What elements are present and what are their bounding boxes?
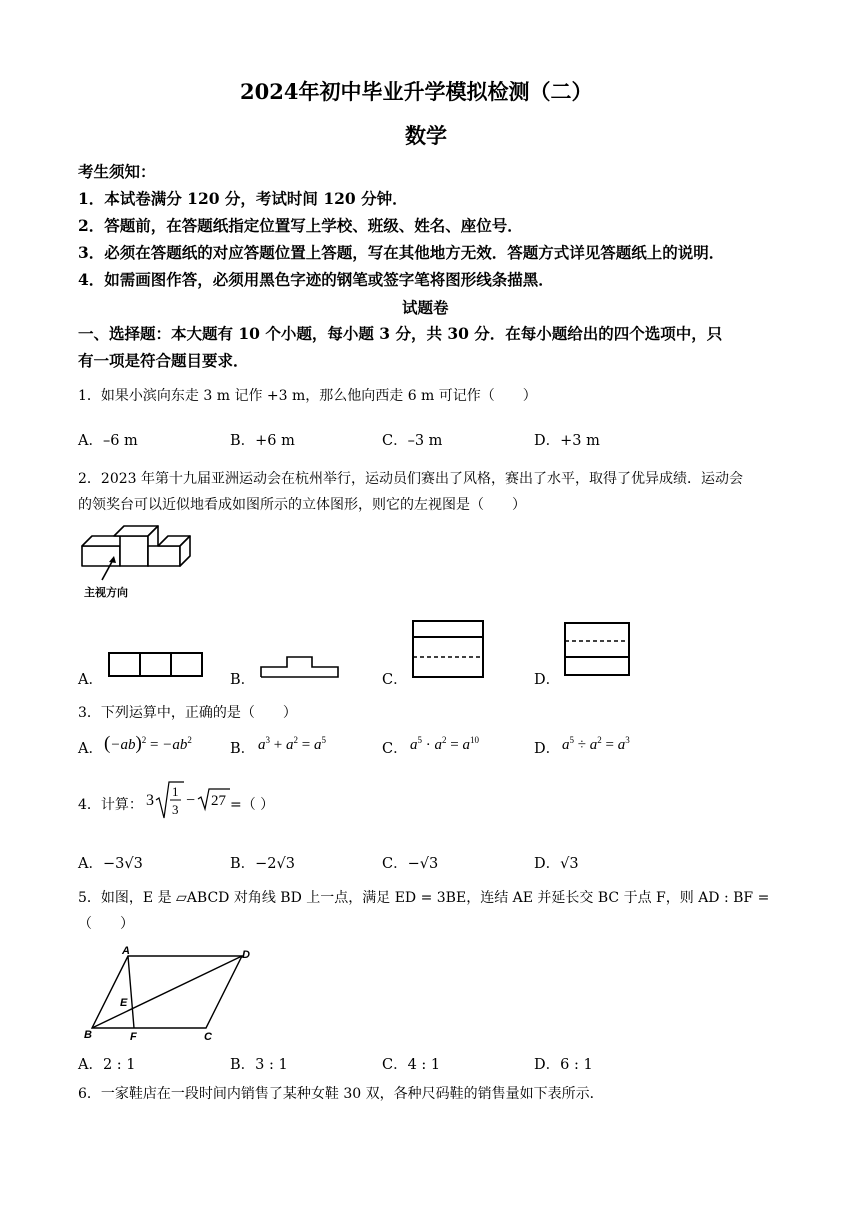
q2-stem-line1: 2．2023 年第十九届亚洲运动会在杭州举行，运动员们赛出了风格，赛出了水平，取得了优异成绩．运动会 (78, 471, 743, 487)
q5-option-b: B．3 : 1 (230, 1057, 288, 1073)
svg-text:27: 27 (211, 793, 226, 809)
q3-option-c-expression: $a^5 \cdot a^2 = a^{10}$ (410, 735, 479, 753)
q5-stem-line2: （ ） (78, 916, 134, 932)
q3-option-d-expression: $a^5 \div a^2 = a^3$ (562, 735, 630, 753)
q3-option-b-letter: B． (230, 741, 256, 757)
point-label-e: E (120, 997, 128, 1009)
figure-caption-view-direction: 主视方向 (84, 586, 128, 599)
q1-option-d: D．+3 m (534, 433, 600, 449)
q1-stem: 1．如果小滨向东走 3 m 记作 +3 m，那么他向西走 6 m 可记作（ ） (78, 388, 537, 404)
q2-option-b-letter: B． (230, 672, 256, 688)
notice-item-3: 3．必须在答题纸的对应答题位置上答题，写在其他地方无效．答题方式详见答题纸上的说明． (78, 243, 725, 262)
q5-stem-line1: 5．如图，E 是 ▱ABCD 对角线 BD 上一点，满足 ED = 3BE，连结 AE 并延长交 BC 于点 F，则 AD : BF = (78, 890, 770, 906)
q3-option-c-letter: C． (382, 741, 408, 757)
q5-option-c: C．4 : 1 (382, 1057, 441, 1073)
q1-option-c: C．–3 m (382, 433, 443, 449)
q4-radical-expression (144, 776, 236, 822)
section1-line1: 一、选择题：本大题有 10 个小题，每小题 3 分，共 30 分．在每小题给出的四个选项中，只 (78, 324, 723, 343)
q2-option-d-letter: D． (534, 672, 561, 688)
exam-subject: 数学 (405, 123, 447, 148)
q4-option-b: B．−2√3 (230, 856, 295, 872)
svg-text:3: 3 (146, 792, 154, 809)
point-label-f: F (130, 1031, 137, 1043)
q2-option-a-letter: A． (78, 672, 103, 688)
q6-stem: 6．一家鞋店在一段时间内销售了某种女鞋 30 双，各种尺码鞋的销售量如下表所示． (78, 1086, 604, 1102)
svg-text:−: − (186, 792, 196, 809)
q2-stem-line2: 的领奖台可以近似地看成如图所示的立体图形，则它的左视图是（ ） (78, 497, 526, 513)
q3-option-d-letter: D． (534, 741, 561, 757)
vertex-label-a: A (122, 945, 130, 957)
q1-option-a: A．–6 m (78, 433, 138, 449)
q4-option-c: C．−√3 (382, 856, 439, 872)
q3-option-b-expression: $a^3 + a^2 = a^5$ (258, 735, 326, 753)
q5-option-a: A．2 : 1 (78, 1057, 136, 1073)
svg-text:1: 1 (172, 784, 179, 799)
svg-text:3: 3 (172, 802, 179, 817)
vertex-label-d: D (242, 949, 250, 961)
notice-heading: 考生须知： (78, 162, 156, 181)
notice-item-2: 2．答题前，在答题纸指定位置写上学校、班级、姓名、座位号． (78, 216, 523, 235)
q1-option-b: B．+6 m (230, 433, 295, 449)
vertex-label-c: C (204, 1031, 212, 1043)
exam-title: 2024年初中毕业升学模拟检测（二） (240, 79, 593, 104)
q2-option-d-figure (564, 622, 632, 678)
q2-option-a-figure (108, 652, 204, 678)
notice-item-4: 4．如需画图作答，必须用黑色字迹的钢笔或签字笔将图形线条描黑． (78, 270, 554, 289)
q4-option-d: D．√3 (534, 856, 579, 872)
q3-option-a-expression: $(-ab)^2 = -ab^2$ (104, 733, 192, 754)
q4-stem-prefix: 4．计算： (78, 797, 143, 813)
q4-option-a: A．−3√3 (78, 856, 143, 872)
q2-option-c-figure (412, 620, 486, 680)
podium-3d-figure (78, 522, 198, 582)
section-label: 试题卷 (402, 298, 449, 317)
q3-option-a-letter: A． (78, 741, 103, 757)
q2-option-b-figure (260, 655, 342, 679)
q3-stem: 3．下列运算中，正确的是（ ） (78, 705, 297, 721)
section1-line2: 有一项是符合题目要求． (78, 351, 249, 370)
q4-stem-suffix: =（ ） (230, 797, 275, 813)
vertex-label-b: B (84, 1029, 92, 1041)
q5-option-d: D．6 : 1 (534, 1057, 593, 1073)
parallelogram-figure (82, 944, 262, 1044)
q2-option-c-letter: C． (382, 672, 408, 688)
notice-item-1: 1．本试卷满分 120 分，考试时间 120 分钟． (78, 189, 408, 208)
